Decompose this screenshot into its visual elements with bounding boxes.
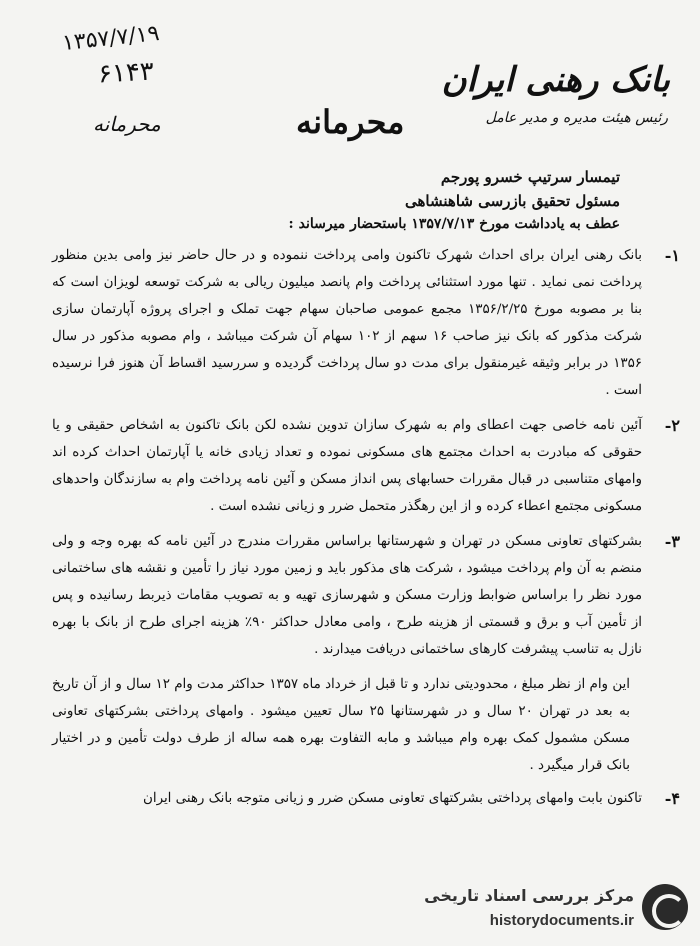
paragraph-text: تاکنون بابت وامهای پرداختی بشرکتهای تعاونی مسکن ضرر و زیانی متوجه بانک رهنی ایران: [143, 791, 642, 806]
archive-watermark: [420, 880, 688, 940]
paragraph-text: بشرکتهای تعاونی مسکن در تهران و شهرستانها براساس مقررات مندرج در آئین نامه که بهره وجه و ولی منضم به آن وام پرداخت میشود ، شرکت های مذکور باید و زمین مورد نیاز را تأمین و نقشه های ساختمانی مورد نظر را براساس ضوابط وزارت مسکن و شهرسازی تهیه و به تصویب مقامات ذیربط رسانیده و پس از تأمین آب و برق و قسمتی از هزینه طرح ، وامی معادل حداکثر ۹۰٪ هزینه اجرای طرح از بانک با بهره نازل به تناسب پیشرفت کارهای ساختمانی دریافت میدارند .: [52, 534, 642, 657]
paragraph-3-continuation: این وام از نظر مبلغ ، محدودیتی ندارد و تا قبل از خرداد ماه ۱۳۵۷ حداکثر مدت وام ۱۲ سال و از آن تاریخ به بعد در تهران ۲۰ سال و در شهرستانها ۲۵ سال تعیین میشود . وامهای پرداختی بشرکتهای تعاونی مسکن مشمول کمک بهره وام میباشد و مابه التفاوت بهره همه ساله از طرف دولت تأمین و در اختیار بانک قرار میگیرد .: [52, 677, 631, 773]
bank-letterhead: بانک رهنی ایران: [441, 60, 670, 100]
handwritten-classification: محرمانه: [93, 112, 161, 136]
paragraph-4: [52, 785, 680, 812]
paragraph-text: بانک رهنی ایران برای احداث شهرک تاکنون وامی پرداخت ننموده و در حال حاضر نیز وامی بدین منظور پرداخت نمی نماید . تنها مورد استثنائی پرداخت وام پانصد میلیون ریالی به شرکت توسعه لویزان است که بنا بر مصوبه مورخ ۱۳۵۶/۲/۲۵ مجمع عمومی صاحبان سهام جهت تملک و اجرای پروژه آپارتمان سازی شرکت مذکور که بانک نیز صاحب ۱۶ سهم از ۱۰۲ سهام آن شرکت میباشد ، وام مصوبه مذکور در سال ۱۳۵۶ در برابر وثیقه غیرمنقول برای مدت دو سال پرداخت گردیده و سررسید اقساط آن هنوز فرا نرسیده است .: [52, 248, 642, 398]
document-title: محرمانه: [296, 103, 405, 141]
recipient-name: تیمسار سرتیپ خسرو پورجم: [440, 168, 620, 186]
paragraph-number: ۱-: [664, 246, 680, 265]
paragraph-text: آئین نامه خاصی جهت اعطای وام به شهرک سازان تدوین نشده لکن بانک تاکنون به اشخاص حقیقی و یا حقوقی که مبادرت به احداث مجتمع های مسکونی نموده و تعداد زیادی خانه یا آپارتمان احداث کرده اند وامهای متناسبی در قبال مقررات حسابهای پس انداز مسکن و آئین نامه پرداخت وام به سازندگان واحدهای مسکونی مجتمع اعطاء کرده و از این رهگذر متحمل ضرر و زیانی نشده است .: [52, 418, 642, 514]
paragraph-2: [52, 412, 680, 520]
archive-logo-icon: [642, 884, 688, 930]
paragraph-1: [52, 242, 680, 404]
paragraph-number: ۳-: [664, 532, 680, 551]
handwritten-number: ۶۱۴۳: [97, 56, 155, 90]
paragraph-number: ۲-: [664, 416, 680, 435]
recipient-title: مسئول تحقیق بازرسی شاهنشاهی: [405, 192, 620, 210]
bank-letterhead-subtitle: رئیس هیئت مدیره و مدیر عامل: [485, 110, 668, 126]
watermark-url: historydocuments.ir: [489, 912, 634, 929]
paragraph-number: ۴-: [664, 789, 680, 808]
watermark-archive-name: مرکز بررسی اسناد تاریخی: [424, 886, 634, 905]
paragraph-3: [52, 528, 680, 663]
letter-body: [52, 168, 680, 820]
handwritten-date: ۱۳۵۷/۷/۱۹: [60, 20, 161, 57]
letter-intro: عطف به یادداشت مورخ ۱۳۵۷/۷/۱۳ باستحضار میرساند :: [288, 216, 620, 232]
